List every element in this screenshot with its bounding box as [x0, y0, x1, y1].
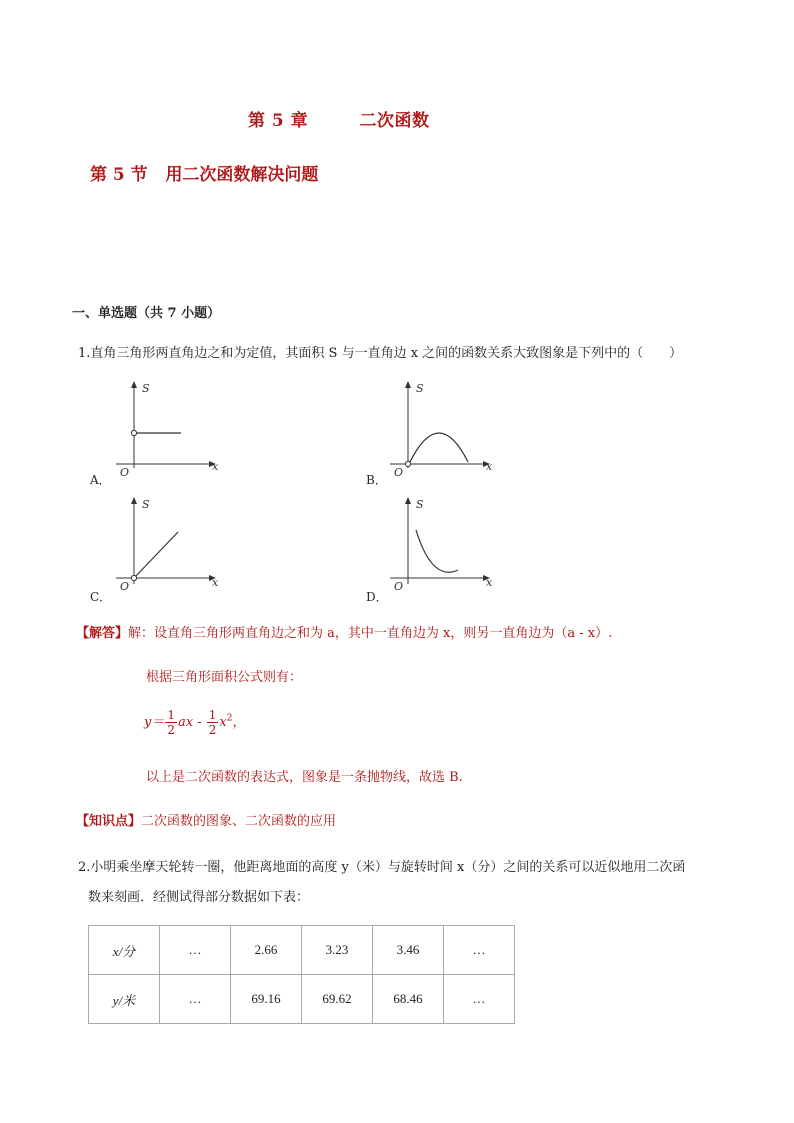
- knowledge-tag: 【知识点】: [76, 814, 142, 829]
- graph-b-y-label: S: [416, 382, 424, 395]
- table-row: [89, 926, 515, 975]
- table-cell: 3.46: [373, 926, 444, 975]
- graph-a-y-label: S: [142, 382, 150, 395]
- option-c-label: C．: [90, 590, 112, 604]
- question-2-line-1: 2.小明乘坐摩天轮转一圈，他距离地面的高度 y（米）与旋转时间 x（分）之间的关系可以近似地用二次函: [78, 860, 686, 875]
- graph-d-origin: O: [394, 580, 404, 593]
- table-cell: 69.16: [231, 975, 302, 1024]
- graph-b: [382, 380, 502, 480]
- formula-exponent: 2: [226, 713, 233, 724]
- table-cell: …: [160, 975, 231, 1024]
- section-title: [90, 160, 318, 185]
- graph-c: [108, 496, 228, 596]
- fraction-2: [207, 708, 219, 737]
- table-cell: 3.23: [302, 926, 373, 975]
- answer-line-2: 根据三角形面积公式则有：: [146, 670, 303, 685]
- table-cell: y/米: [89, 975, 160, 1024]
- question-1-text: 1.直角三角形两直角边之和为定值，其面积 S 与一直角边 x 之间的函数关系大致图象是下列中的（ ）: [78, 346, 683, 361]
- fraction-1: [165, 708, 177, 737]
- table-cell: …: [444, 926, 515, 975]
- option-d-label: D．: [366, 590, 388, 604]
- answer-block: [76, 624, 786, 644]
- chapter-name: 二次函数: [359, 111, 430, 131]
- formula-lhs: y＝: [144, 715, 165, 730]
- table-cell: 68.46: [373, 975, 444, 1024]
- question-2-line-2: 数来刻画．经侧试得部分数据如下表：: [88, 890, 310, 905]
- graph-c-y-label: S: [142, 498, 150, 511]
- chapter-title: [248, 106, 430, 131]
- fraction-1-denominator: 2: [167, 723, 175, 737]
- answer-line-3: 以上是二次函数的表达式，图象是一条抛物线，故选 B.: [146, 770, 463, 785]
- graph-c-origin: O: [120, 580, 130, 593]
- option-b-label: B．: [366, 473, 387, 487]
- graph-b-x-label: x: [486, 460, 493, 473]
- graph-c-x-label: x: [212, 576, 219, 589]
- fraction-2-denominator: 2: [208, 723, 217, 737]
- table-cell: x/分: [89, 926, 160, 975]
- formula-tail: ，: [232, 715, 246, 730]
- answer-tag: 【解答】: [76, 626, 129, 641]
- graph-b-origin: O: [394, 466, 404, 479]
- graph-d-x-label: x: [486, 576, 493, 589]
- section-name: 用二次函数解决问题: [165, 165, 319, 185]
- table-cell: …: [160, 926, 231, 975]
- table-cell: …: [444, 975, 515, 1024]
- formula-term-1: ax -: [178, 715, 206, 730]
- graph-a-x-label: x: [212, 460, 219, 473]
- table-row: [89, 975, 515, 1024]
- graph-d-y-label: S: [416, 498, 424, 511]
- graph-d: [382, 496, 502, 596]
- knowledge-text: 二次函数的图象、二次函数的应用: [141, 814, 337, 829]
- part-heading: 一、单选题（共 7 小题）: [72, 306, 221, 321]
- table-cell: 69.62: [302, 975, 373, 1024]
- answer-line-1: 解：设直角三角形两直角边之和为 a，其中一直角边为 x，则另一直角边为（a - x）.: [128, 626, 613, 641]
- table-cell: 2.66: [231, 926, 302, 975]
- answer-formula: [144, 708, 245, 737]
- section-number: 第 5 节: [90, 165, 148, 185]
- formula-term-2: x: [219, 715, 227, 730]
- graph-a: [108, 380, 228, 480]
- chapter-number: 第 5 章: [248, 111, 309, 131]
- option-a-label: A．: [90, 473, 111, 487]
- graph-a-origin: O: [120, 466, 130, 479]
- fraction-1-numerator: 1: [167, 708, 175, 722]
- data-table: [88, 925, 515, 1024]
- knowledge-block: [76, 812, 336, 832]
- fraction-2-numerator: 1: [208, 708, 217, 722]
